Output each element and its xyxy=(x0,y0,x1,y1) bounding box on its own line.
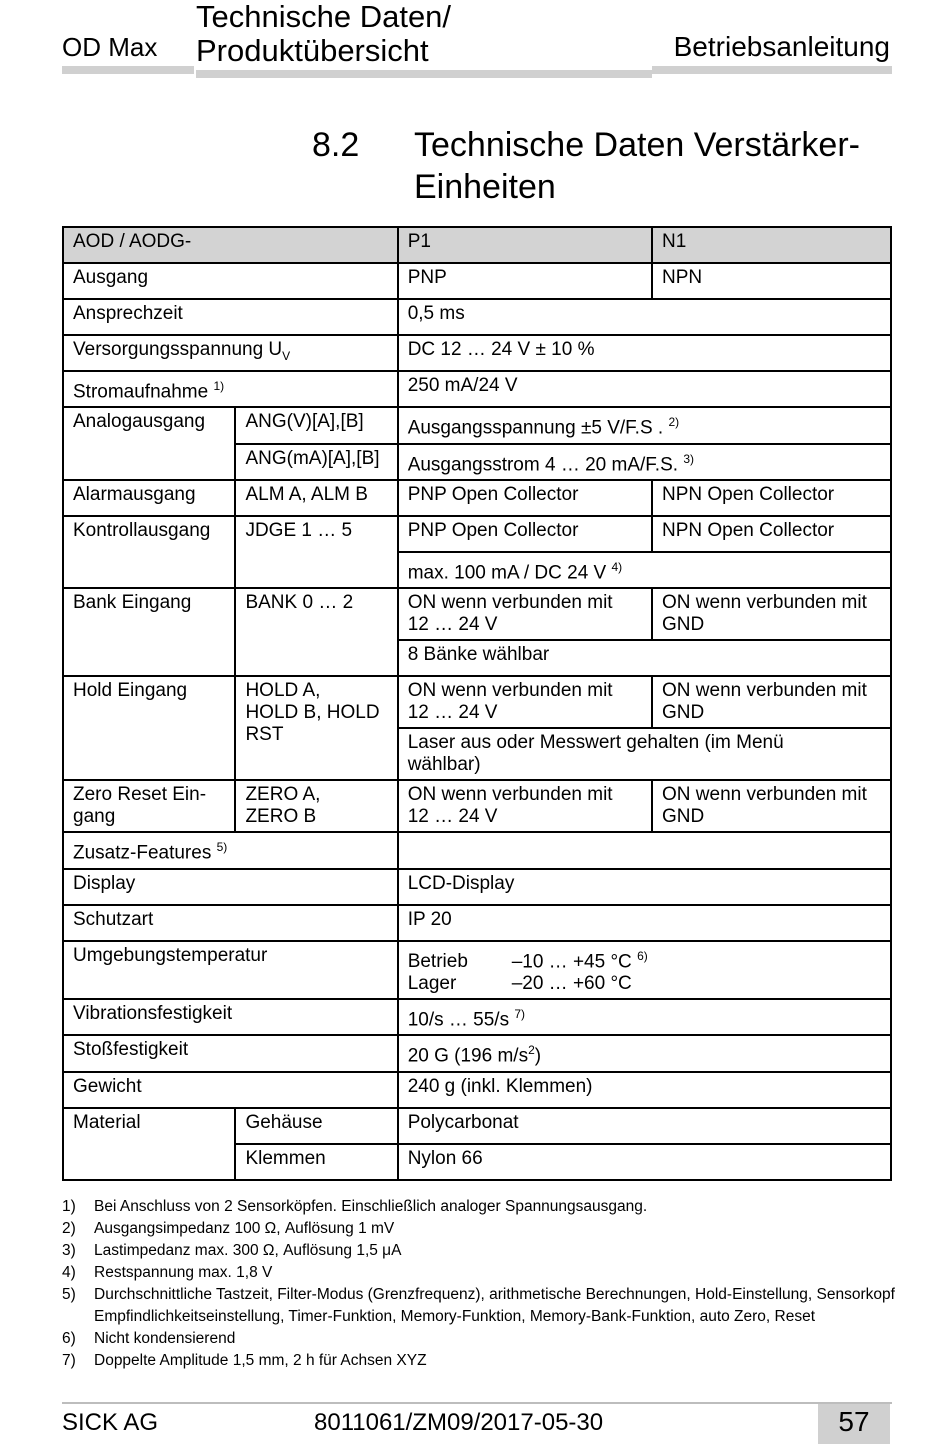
table-row: Laser aus oder Messwert gehalten (im Menü wählbar) xyxy=(63,728,891,780)
table-row: Vibrationsfestigkeit 10/s … 55/s $^{7)}$ xyxy=(63,999,891,1035)
footnote: 4) Restspannung max. 1,8 V xyxy=(62,1264,273,1281)
table-row: ANG(mA)[A],[B] Ausgangsstrom 4 … 20 mA/F.S. $^{3)}$ xyxy=(63,444,891,480)
table-row: 8 Bänke wählbar xyxy=(63,640,891,676)
footnotes xyxy=(62,1196,902,1372)
table-row: Schutzart IP 20 xyxy=(63,905,891,941)
section-title: Technische Daten Verstärker- Einheiten xyxy=(414,126,860,206)
header-doc-type: Betriebsanleitung xyxy=(673,31,890,62)
table-row: Stoßfestigkeit 20 G (196 $m/s^2$) xyxy=(63,1035,891,1071)
footer-company: SICK AG xyxy=(62,1409,159,1436)
table-row: Stromaufnahme $^{1)}$ 250 mA/24 V xyxy=(63,371,891,407)
table-head-n1: N1 xyxy=(652,227,891,263)
table-row: Zero Reset Ein- gang ZERO A, ZERO B ON wenn verbunden mit 12 … 24 V ON wenn verbunden mit GND xyxy=(63,780,891,832)
page-number: 57 xyxy=(818,1404,890,1444)
footnote: 3) Lastimpedanz max. 300 Ω, Auflösung 1,5 μA xyxy=(62,1242,402,1259)
section-number: 8.2 xyxy=(312,126,360,164)
footnote: 7) Doppelte Amplitude 1,5 mm, 2 h für Achsen XYZ xyxy=(62,1352,427,1369)
table-row: Gewicht 240 g (inkl. Klemmen) xyxy=(63,1072,891,1108)
table-head-row xyxy=(63,227,891,263)
table-row: Hold Eingang HOLD A, HOLD B, HOLD RST ON wenn verbunden mit 12 … 24 V ON wenn verbunden mit GND xyxy=(63,676,891,728)
spec-table xyxy=(62,226,892,1181)
table-row: Kontrollausgang JDGE 1 … 5 PNP Open Collector NPN Open Collector xyxy=(63,516,891,552)
footnote: 5) Durchschnittliche Tastzeit, Filter-Modus (Grenzfrequenz), arithmetische Berechnungen, Hold-Einstellung, Sensorkopf Empfindlichkeitseinstellung, Timer-Funktion, Memory-Funktion, Memory-Bank-Funktion, auto Zero, Reset xyxy=(62,1286,895,1325)
footer-doc-id: 8011061/ZM09/2017-05-30 xyxy=(314,1409,604,1436)
table-row: Alarmausgang ALM A, ALM B PNP Open Collector NPN Open Collector xyxy=(63,480,891,516)
footnote: 6) Nicht kondensierend xyxy=(62,1330,236,1347)
table-row: Ausgang PNP NPN xyxy=(63,263,891,299)
table-row: Umgebungstemperatur Betrieb –10 … +45 °C $^{6)}$ Lager –20 … +60 °C xyxy=(63,941,891,999)
header-title: Technische Daten/ Produktübersicht xyxy=(196,0,452,68)
header-product: OD Max xyxy=(62,32,158,62)
footer-divider xyxy=(62,1402,892,1404)
table-row: Material Gehäuse Polycarbonat xyxy=(63,1108,891,1144)
table-row: Ansprechzeit 0,5 ms xyxy=(63,299,891,335)
header-bar-right xyxy=(652,66,892,74)
header-bar-left xyxy=(62,66,194,74)
table-head-p1: P1 xyxy=(398,227,652,263)
footnote: 2) Ausgangsimpedanz 100 Ω, Auflösung 1 mV xyxy=(62,1220,395,1237)
table-row: Analogausgang ANG(V)[A],[B] Ausgangsspannung ±5 V/F.S . $^{2)}$ xyxy=(63,407,891,443)
table-row: Versorgungsspannung $U_V$ DC 12 … 24 V ± 10 % xyxy=(63,335,891,371)
table-row: max. 100 mA / DC 24 V $^{4)}$ xyxy=(63,552,891,588)
table-head-label: AOD / AODG- xyxy=(63,227,398,263)
header-bar-mid xyxy=(196,70,652,78)
footnote: 1) Bei Anschluss von 2 Sensorköpfen. Einschließlich analoger Spannungsausgang. xyxy=(62,1198,648,1215)
table-row: Bank Eingang BANK 0 … 2 ON wenn verbunden mit 12 … 24 V ON wenn verbunden mit GND xyxy=(63,588,891,640)
table-row: Klemmen Nylon 66 xyxy=(63,1144,891,1180)
table-row: Display LCD-Display xyxy=(63,869,891,905)
table-row: Zusatz-Features $^{5)}$ xyxy=(63,832,891,868)
